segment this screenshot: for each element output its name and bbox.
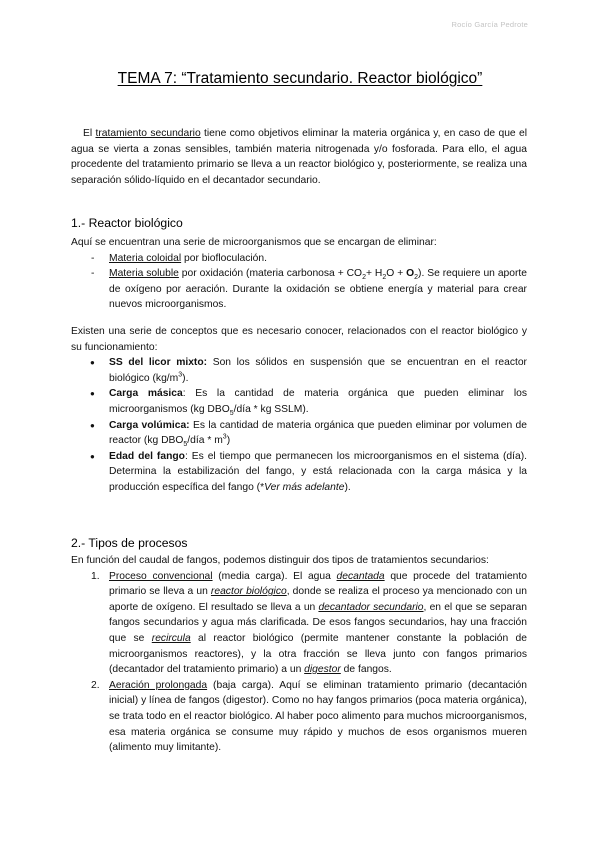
term: SS del licor mixto:	[109, 357, 208, 369]
author-name: Rocío García Pedrote	[451, 20, 528, 29]
section1-body	[71, 235, 527, 313]
section2-lead: En función del caudal de fangos, podemos distinguir dos tipos de tratamientos secundarios:	[71, 555, 489, 566]
section1-dash-list	[71, 251, 527, 313]
list-item	[71, 386, 527, 417]
term: Carga másica	[109, 388, 183, 400]
item-text: de fangos.	[340, 664, 392, 676]
item-text: ).	[344, 481, 351, 493]
term: Edad del fango	[109, 450, 185, 462]
list-item	[71, 418, 527, 449]
item-number: 1.	[91, 570, 100, 582]
section1-heading: 1.- Reactor biológico	[71, 216, 183, 230]
section1-lead: Aquí se encuentran una serie de microorganismos que se encargan de eliminar:	[71, 237, 437, 248]
list-item	[71, 266, 527, 313]
term: Proceso convencional	[109, 570, 213, 582]
item-text: + H	[365, 268, 383, 280]
intro-paragraph	[71, 126, 527, 188]
item-text: por oxidación (materia carbonosa + CO	[178, 268, 363, 280]
term: Materia soluble	[109, 268, 179, 280]
term: Materia coloidal	[109, 252, 182, 264]
subscript: 2	[414, 274, 419, 282]
subscript: 5	[183, 441, 188, 449]
subscript: 2	[382, 274, 387, 282]
item-text: (media carga). El agua	[212, 570, 337, 582]
item-text: ).	[182, 372, 189, 384]
item-number: 2.	[91, 679, 100, 691]
item-text: : Es el tiempo que permanecen los microorganismos en el sistema (día). Determina la estabilización del fango, y está relacionada con la carga másica y la producción específica del fango (*	[109, 450, 527, 493]
item-text-bold: O	[406, 268, 415, 280]
list-item	[71, 569, 527, 678]
item-text: O +	[386, 268, 407, 280]
item-text-italic: Ver más adelante	[264, 481, 345, 493]
keyword: recircula	[151, 632, 191, 644]
list-item	[71, 449, 527, 496]
list-item	[71, 251, 527, 267]
page-title: TEMA 7: “Tratamiento secundario. Reactor biológico”	[117, 70, 483, 87]
item-text: /día * kg SSLM).	[233, 403, 309, 415]
item-text: Es la cantidad de materia orgánica que pueden eliminar por volumen de reactor (kg DBO	[109, 419, 527, 447]
item-text: Son los sólidos en suspensión que se encuentran en el reactor biológico (kg/m	[109, 357, 527, 384]
item-text: /día * m	[187, 435, 223, 447]
keyword: digestor	[304, 664, 341, 676]
superscript: 3	[222, 433, 227, 441]
intro-pre: El	[83, 128, 96, 139]
section2-heading: 2.- Tipos de procesos	[71, 536, 188, 550]
term: Carga volúmica:	[109, 419, 190, 431]
item-text: al reactor biológico (permite mantener constante la población de microorganismos reactores), y la otra fracción se lleva junto con fangos primarios (decantador del tratamiento primario) a un	[109, 632, 528, 676]
term: Aeración prolongada	[109, 679, 208, 691]
list-item	[71, 678, 527, 756]
item-text: , donde se realiza el proceso ya mencionado con un aporte de oxígeno. El resultado se lleva a un	[109, 586, 527, 613]
item-text: : Es la cantidad de materia orgánica que pueden eliminar los microorganismos (kg DBO	[109, 388, 527, 415]
superscript: 3	[178, 371, 183, 379]
item-text: que procede del tratamiento primario se lleva a un	[109, 570, 527, 598]
intro-text: tiene como objetivos eliminar la materia orgánica y, en caso de que el agua se vierta a zonas sensibles, también materia nitrogenada y/o fosforada. Para ello, el agua procedente del tratamiento primario se lleva a un reactor biológico y, posteriormente, se realiza una separación sólido-líquido en el decantador secundario.	[71, 128, 527, 186]
intro-term: tratamiento secundario	[95, 128, 201, 139]
keyword: reactor biológico	[210, 586, 287, 598]
item-text: (baja carga). Aquí se eliminan tratamiento primario (decantación inicial) y línea de fangos (digestor). Como no hay fangos primarios (poca materia orgánica), se trata todo en el reactor biológico. Al haber poco alimento para muchos microorganismos, esa materia orgánica se consume muy rápido y muchos de esos organismos mueren (alimento muy limitante).	[109, 679, 528, 754]
subscript: 2	[362, 274, 366, 282]
section1-concepts	[71, 324, 527, 496]
process-list	[71, 569, 527, 756]
item-text: ). Se requiere un aporte de oxígeno por aeración. Durante la oxidación se obtiene energía y material para crear nuevos microorganismos.	[109, 268, 528, 311]
concepts-intro: Existen una serie de conceptos que es necesario conocer, relacionados con el reactor biológico y su funcionamiento:	[71, 326, 527, 353]
concepts-list	[71, 355, 527, 495]
item-text: por biofloculación.	[181, 252, 267, 264]
keyword: decantador secundario	[318, 601, 424, 613]
section2-body	[71, 553, 527, 756]
item-text: )	[226, 435, 231, 447]
subscript: 5	[229, 410, 234, 418]
keyword: decantada	[336, 570, 385, 582]
list-item	[71, 355, 527, 386]
item-text: , en el que se separan fangos secundarios y agua más clarificada. De esos fangos secundarios, hay una fracción que se	[109, 601, 527, 644]
